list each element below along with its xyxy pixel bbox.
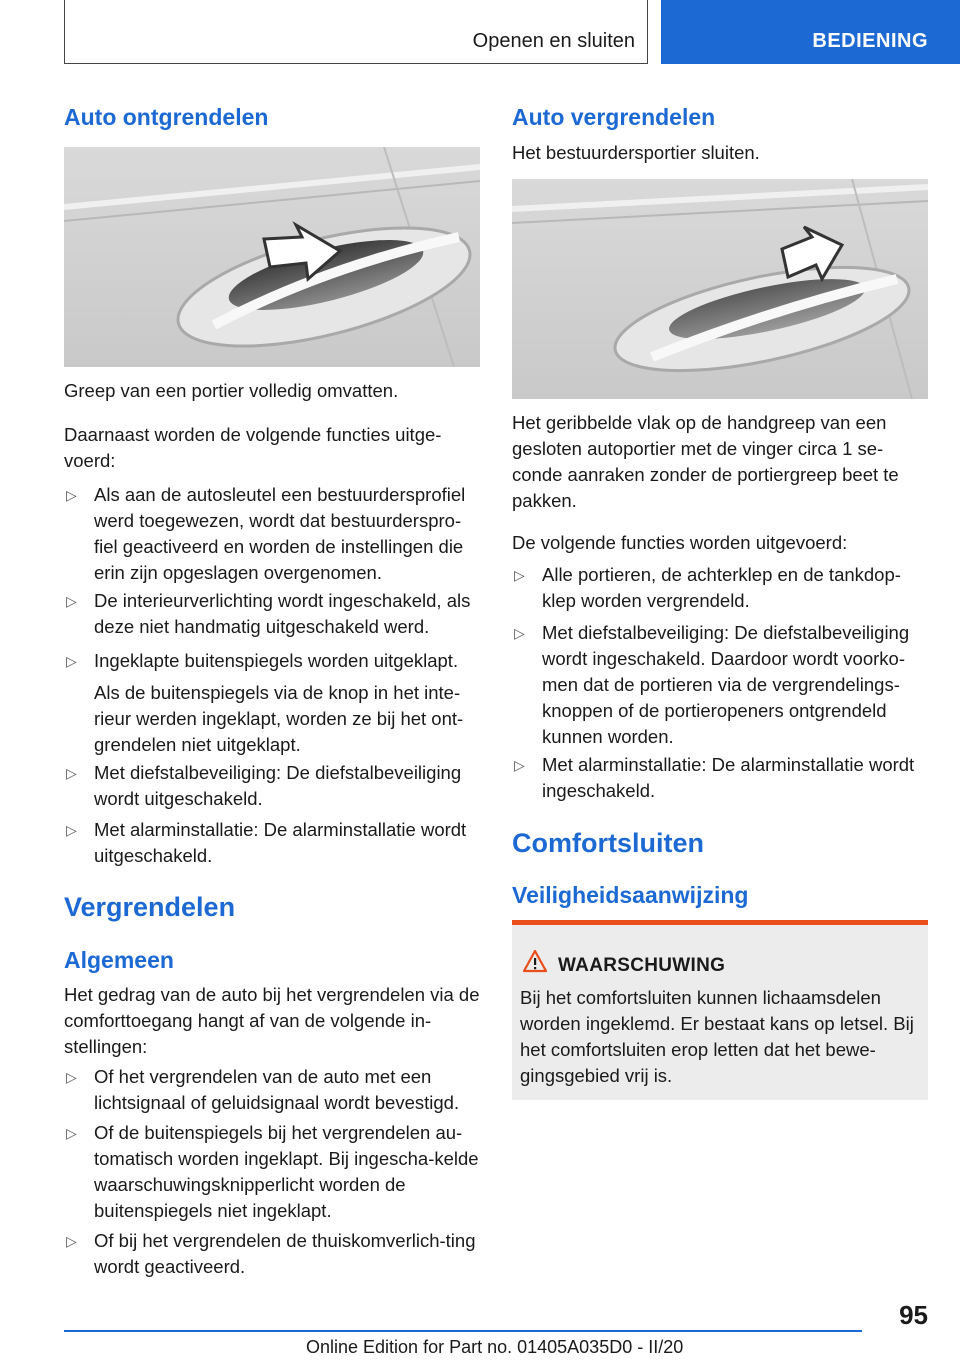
list-item: ▷ Met diefstalbeveiliging: De diefstalbeveiliging wordt ingeschakeld. Daardoor wordt voorko-men dat de portieren via de vergrendelings-knoppen of de portieropeners ontgrendeld kunnen worden. xyxy=(514,622,910,747)
heading-safety-notice: Veiligheidsaanwijzing xyxy=(512,882,749,908)
paragraph-following-functions: De volgende functies worden uitgevoerd: xyxy=(512,532,848,553)
header-chapter-box xyxy=(661,0,960,64)
triangle-bullet-icon: ▷ xyxy=(66,1069,77,1085)
footer-edition: Online Edition for Part no. 01405A035D0 - II/20 xyxy=(306,1337,684,1357)
warning-body: Bij het comfortsluiten kunnen lichaamsdelen worden ingeklemd. Er bestaat kans op letsel. Bij het comfortsluiten erop letten dat het bewe-gingsgebied vrij is. xyxy=(520,987,914,1086)
triangle-bullet-icon: ▷ xyxy=(66,765,77,781)
door-handle-unlock-image xyxy=(64,147,480,367)
triangle-bullet-icon: ▷ xyxy=(66,1125,77,1141)
paragraph-general: Het gedrag van de auto bij het vergrendelen via de comforttoegang hangt af van de volgende in-stellingen: xyxy=(64,984,480,1057)
mirror-note: Als de buitenspiegels via de knop in het inte-rieur werden ingeklapt, worden ze bij het ont-grendelen niet uitgeklapt. xyxy=(94,682,464,755)
list-item: ▷ Of de buitenspiegels bij het vergrendelen au-tomatisch worden ingeklapt. Bij ingescha-kelde waarschuwingsknipperlicht worden de buitenspiegels niet ingeklapt. xyxy=(66,1122,479,1221)
triangle-bullet-icon: ▷ xyxy=(66,1233,77,1249)
triangle-bullet-icon: ▷ xyxy=(66,653,77,669)
list-item: ▷ Als aan de autosleutel een bestuurdersprofiel werd toegewezen, wordt dat bestuurderspro-fiel geactiveerd en worden de instellingen die erin zijn opgeslagen overgenomen. xyxy=(66,484,466,583)
page-number: 95 xyxy=(899,1300,928,1330)
warning-triangle-icon xyxy=(522,949,548,973)
list-item: ▷ Ingeklapte buitenspiegels worden uitgeklapt. xyxy=(64,648,480,674)
warning-box xyxy=(512,920,928,1100)
heading-lock-car: Auto vergrendelen xyxy=(512,104,716,130)
heading-unlock: Auto ontgrendelen xyxy=(64,104,269,130)
triangle-bullet-icon: ▷ xyxy=(514,625,525,641)
heading-comfort-closing: Comfortsluiten xyxy=(512,828,704,858)
paragraph-functions: Daarnaast worden de volgende functies uitge-voerd: xyxy=(64,424,442,471)
heading-lock: Vergrendelen xyxy=(64,892,236,922)
warning-title: WAARSCHUWING xyxy=(558,955,726,976)
header-chapter-title: BEDIENING xyxy=(812,30,928,52)
paragraph-ribbed-surface: Het geribbelde vlak op de handgreep van een gesloten autoportier met de vinger circa 1 se-conde aanraken zonder de portiergreep beet te pakken. xyxy=(512,412,899,511)
triangle-bullet-icon: ▷ xyxy=(514,757,525,773)
triangle-bullet-icon: ▷ xyxy=(66,593,77,609)
header-section-title: Openen en sluiten xyxy=(472,30,635,52)
paragraph-grip: Greep van een portier volledig omvatten. xyxy=(64,380,399,401)
list-item: ▷ Of het vergrendelen van de auto met een lichtsignaal of geluidsignaal wordt bevestigd. xyxy=(66,1066,460,1113)
footer-divider xyxy=(64,1330,862,1332)
door-handle-lock-image xyxy=(512,179,928,399)
triangle-bullet-icon: ▷ xyxy=(66,487,77,503)
paragraph-close-door: Het bestuurdersportier sluiten. xyxy=(512,142,760,163)
header-section-box xyxy=(64,0,648,64)
list-item: ▷ Met alarminstallatie: De alarminstallatie wordt ingeschakeld. xyxy=(514,754,915,801)
triangle-bullet-icon: ▷ xyxy=(514,567,525,583)
list-item: ▷ Of bij het vergrendelen de thuiskomverlich-ting wordt geactiveerd. xyxy=(66,1230,476,1277)
list-item: ▷ Alle portieren, de achterklep en de tankdop-klep worden vergrendeld. xyxy=(514,564,901,611)
heading-general: Algemeen xyxy=(64,947,174,973)
list-item: ▷ Met alarminstallatie: De alarminstallatie wordt uitgeschakeld. xyxy=(66,819,467,866)
list-item: ▷ De interieurverlichting wordt ingeschakeld, als deze niet handmatig uitgeschakeld werd. xyxy=(66,590,471,637)
triangle-bullet-icon: ▷ xyxy=(66,822,77,838)
list-item: ▷ Met diefstalbeveiliging: De diefstalbeveiliging wordt uitgeschakeld. xyxy=(66,762,462,809)
